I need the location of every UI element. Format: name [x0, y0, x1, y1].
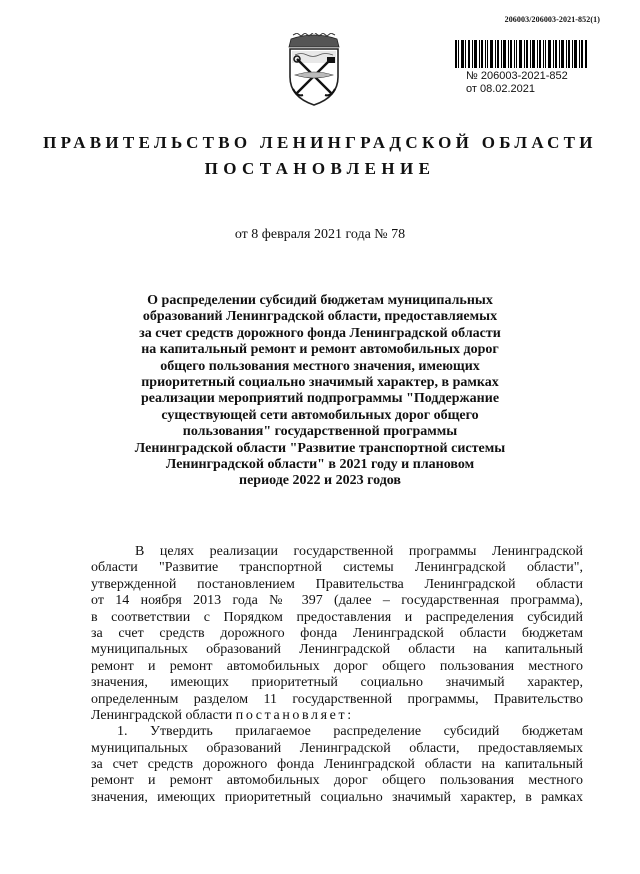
item-1-line: за счет средств дорожного фонда Ленинградской области на капитальный	[91, 757, 583, 773]
subject-line: Ленинградской области" в 2021 году и плановом	[165, 457, 475, 473]
subject-line: реализации мероприятий подпрограммы "Поддержание	[140, 391, 500, 407]
registration-stamp	[466, 70, 568, 96]
subject-line: Ленинградской области "Развитие транспортной системы	[134, 440, 506, 456]
government-title: ПРАВИТЕЛЬСТВО ЛЕНИНГРАДСКОЙ ОБЛАСТИ	[43, 133, 597, 152]
item-1-line: 1. Утвердить прилагаемое распределение субсидий бюджетам	[117, 724, 583, 740]
document-type: ПОСТАНОВЛЕНИЕ	[204, 159, 436, 178]
subject-line: пользования" государственной программы	[182, 424, 458, 440]
coat-of-arms-emblem	[283, 33, 345, 107]
item-1-line: ремонт и ремонт автомобильных дорог общего пользования местного	[91, 773, 583, 789]
subject-line: общего пользования местного значения, имеющих	[160, 358, 480, 374]
item-1-line: значения, имеющих приоритетный социально значимый характер, в рамках	[91, 789, 583, 805]
subject-line: за счет средств дорожного фонда Ленинградской области	[139, 325, 501, 341]
subject-line: на капитальный ремонт и ремонт автомобильных дорог	[141, 342, 499, 358]
decree-suffix: :	[347, 707, 352, 723]
registration-date: от 08.02.2021	[466, 83, 536, 95]
document-date-number: от 8 февраля 2021 года № 78	[234, 227, 406, 242]
item-1-line: муниципальных образований Ленинградской области, предоставляемых	[91, 740, 583, 756]
preamble-line: значения, имеющих приоритетный социально значимый характер,	[91, 675, 583, 691]
barcode	[455, 40, 587, 68]
subject-line: периоде 2022 и 2023 годов	[239, 473, 401, 489]
document-code: 206003/206003-2021-852(1)	[504, 15, 600, 24]
subject-line: приоритетный социально значимый характер, в рамках	[141, 375, 499, 391]
registration-number: № 206003-2021-852	[466, 70, 568, 82]
decree-word: постановляет	[235, 707, 348, 723]
preamble-line: от 14 ноября 2013 года № 397 (далее – государственная программа),	[91, 593, 583, 609]
subject-line: существующей сети автомобильных дорог общего	[161, 407, 479, 423]
decree-line	[91, 708, 583, 724]
preamble-line: ремонт и ремонт автомобильных дорог общего пользования местного	[91, 658, 583, 674]
preamble-line: муниципальных образований Ленинградской области на капитальный	[91, 642, 583, 658]
decree-prefix: Ленинградской области	[91, 707, 233, 723]
preamble-line: В целях реализации государственной программы Ленинградской	[135, 544, 583, 559]
preamble-line: в соответствии с Порядком предоставления и распределения субсидий	[91, 609, 583, 625]
preamble-line: области "Развитие транспортной системы Ленинградской области",	[91, 560, 583, 576]
preamble-line: определенным разделом 11 государственной программы, Правительство	[91, 691, 583, 707]
subject-line: О распределении субсидий бюджетам муниципальных	[147, 293, 493, 308]
document-subject	[118, 293, 522, 490]
preamble-line: утвержденной постановлением Правительства Ленинградской области	[91, 576, 583, 592]
subject-line: образований Ленинградской области, предоставляемых	[142, 309, 498, 325]
preamble-line: за счет средств дорожного фонда Ленинградской области бюджетам	[91, 625, 583, 641]
document-body	[91, 544, 583, 806]
